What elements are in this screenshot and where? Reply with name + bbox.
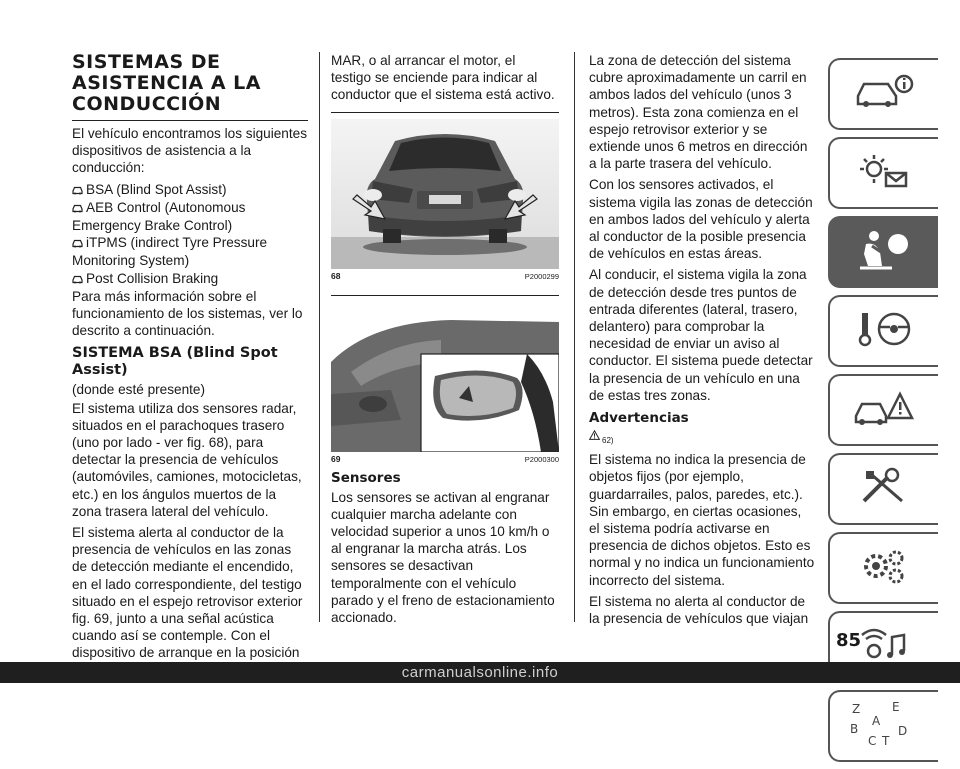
bsa-paragraph-2: El sistema alerta al conductor de la presencia de vehículos en las zonas de detección mediante el encendido, en el lado correspondiente, del testigo situado en el espejo retrovisor exterior fig. 69, junto a una señal acústica cuando así se contemple. Con el dispositivo de arranque en la posición xyxy=(72,525,303,661)
road-warning-icon xyxy=(852,388,916,433)
figure-caption xyxy=(331,272,559,281)
list-item xyxy=(72,181,308,199)
page-number: 85 xyxy=(836,630,862,651)
figure-code: P2000299 xyxy=(524,271,559,281)
car-bullet-icon xyxy=(72,200,83,217)
warning-lights-icon xyxy=(852,151,916,196)
list-item xyxy=(72,199,308,234)
page-title: SISTEMAS DE ASISTENCIA A LA CONDUCCIÓN xyxy=(72,52,308,121)
tab-seat-airbag[interactable] xyxy=(828,216,938,288)
svg-text:C: C xyxy=(868,733,877,748)
car-bullet-icon xyxy=(72,235,83,252)
rear-car-image xyxy=(331,119,559,269)
car-bullet-icon xyxy=(72,271,83,288)
column-1 xyxy=(72,52,308,666)
warning-reference xyxy=(589,429,815,449)
list-item-label: AEB Control (Autonomous Emergency Brake Control) xyxy=(72,199,246,234)
continuation-paragraph: MAR, o al arrancar el motor, el testigo se enciende para indicar al conductor que el sistema está activo. xyxy=(331,53,555,103)
svg-text:E: E xyxy=(892,699,900,714)
column-3 xyxy=(589,52,815,631)
column-divider xyxy=(319,52,320,622)
key-steering-icon xyxy=(852,309,916,354)
figure-69 xyxy=(331,295,559,464)
svg-text:B: B xyxy=(850,721,859,736)
list-item-label: iTPMS (indirect Tyre Pressure Monitoring System) xyxy=(72,235,268,269)
fixed-objects-paragraph: El sistema no indica la presencia de objetos fijos (por ejemplo, guardarrailes, palos, paredes, etc.). Sin embargo, en ciertas ocasiones, el sistema podría activarse en presencia de dichos objetos. Esto es normal y no indica un funcionamiento incorrecto del sistema. xyxy=(589,452,815,588)
figure-caption xyxy=(331,455,559,464)
svg-text:A: A xyxy=(872,713,881,728)
bsa-heading: SISTEMA BSA (Blind Spot Assist) xyxy=(72,345,278,379)
list-item-label: Post Collision Braking xyxy=(86,270,219,286)
column-divider xyxy=(574,52,575,622)
gears-icon xyxy=(852,546,916,591)
warnings-heading: Advertencias xyxy=(589,410,689,427)
warning-ref-number: 62) xyxy=(602,436,614,446)
tab-car-info[interactable] xyxy=(828,58,938,130)
list-item xyxy=(72,270,308,288)
warning-triangle-icon xyxy=(589,429,600,446)
seat-airbag-icon xyxy=(852,228,916,277)
svg-text:D: D xyxy=(898,723,908,738)
index-letters-icon xyxy=(848,699,920,754)
car-info-icon xyxy=(852,72,916,117)
svg-text:T: T xyxy=(882,733,890,748)
side-mirror-image xyxy=(331,302,559,452)
more-info-paragraph: Para más información sobre el funcionamiento de los sistemas, ver lo descrito a continuación. xyxy=(72,288,303,339)
tab-key-steering[interactable] xyxy=(828,295,938,367)
sensors-heading: Sensores xyxy=(331,469,401,486)
intro-paragraph: El vehículo encontramos los siguientes dispositivos de asistencia a la conducción: xyxy=(72,126,307,176)
sensors-active-paragraph: Con los sensores activados, el sistema vigila las zonas de detección en ambos lados del vehículo y alerta al conductor de la posible presencia de vehículos en estas áreas. xyxy=(589,177,813,262)
detection-zone-paragraph: La zona de detección del sistema cubre aproximadamente un carril en ambos lados del vehículo (unos 3 metros). Esta zona comienza en el espejo retrovisor exterior y se extiende unos 6 metros en dirección a la parte trasera del vehículo. xyxy=(589,53,808,172)
systems-list xyxy=(72,181,308,288)
tab-index[interactable] xyxy=(828,690,938,762)
figure-code: P2000300 xyxy=(524,454,559,464)
no-alert-paragraph: El sistema no alerta al conductor de la presencia de vehículos que viajan xyxy=(589,593,809,627)
tab-warning-lights[interactable] xyxy=(828,137,938,209)
bsa-paragraph-1: El sistema utiliza dos sensores radar, situados en el parachoques trasero (uno por lado - ver fig. 68), para detectar la presencia de vehículos (automóviles, camiones, motocicletas, etc.) en los ángulos muertos de la zona trasera lateral del vehículo. xyxy=(72,400,302,519)
watermark: carmanualsonline.info xyxy=(0,662,960,683)
tab-road-warning[interactable] xyxy=(828,374,938,446)
svg-text:Z: Z xyxy=(852,701,861,716)
sensors-paragraph: Los sensores se activan al engranar cualquier marcha adelante con velocidad superior a unos 10 km/h o al engranar la marcha atrás. Los sensores se desactivan temporalmente con el vehículo parado y el freno de estacionamiento accionado. xyxy=(331,489,555,626)
list-item-label: BSA (Blind Spot Assist) xyxy=(86,181,227,197)
bsa-subtitle: (donde esté presente) xyxy=(72,382,206,398)
tools-icon xyxy=(852,467,916,512)
list-item xyxy=(72,234,308,269)
figure-68 xyxy=(331,112,559,281)
figure-number: 68 xyxy=(331,270,341,281)
tab-tools[interactable] xyxy=(828,453,938,525)
car-bullet-icon xyxy=(72,182,83,199)
tab-gears[interactable] xyxy=(828,532,938,604)
figure-number: 69 xyxy=(331,453,341,464)
entry-points-paragraph: Al conducir, el sistema vigila la zona de detección desde tres puntos de entrada diferentes (lateral, trasero, delantero) para comprobar la necesidad de enviar un aviso al conductor. El sistema puede detectar la presencia de un vehículo en una de estas tres zonas. xyxy=(589,267,813,403)
column-2 xyxy=(331,52,559,630)
